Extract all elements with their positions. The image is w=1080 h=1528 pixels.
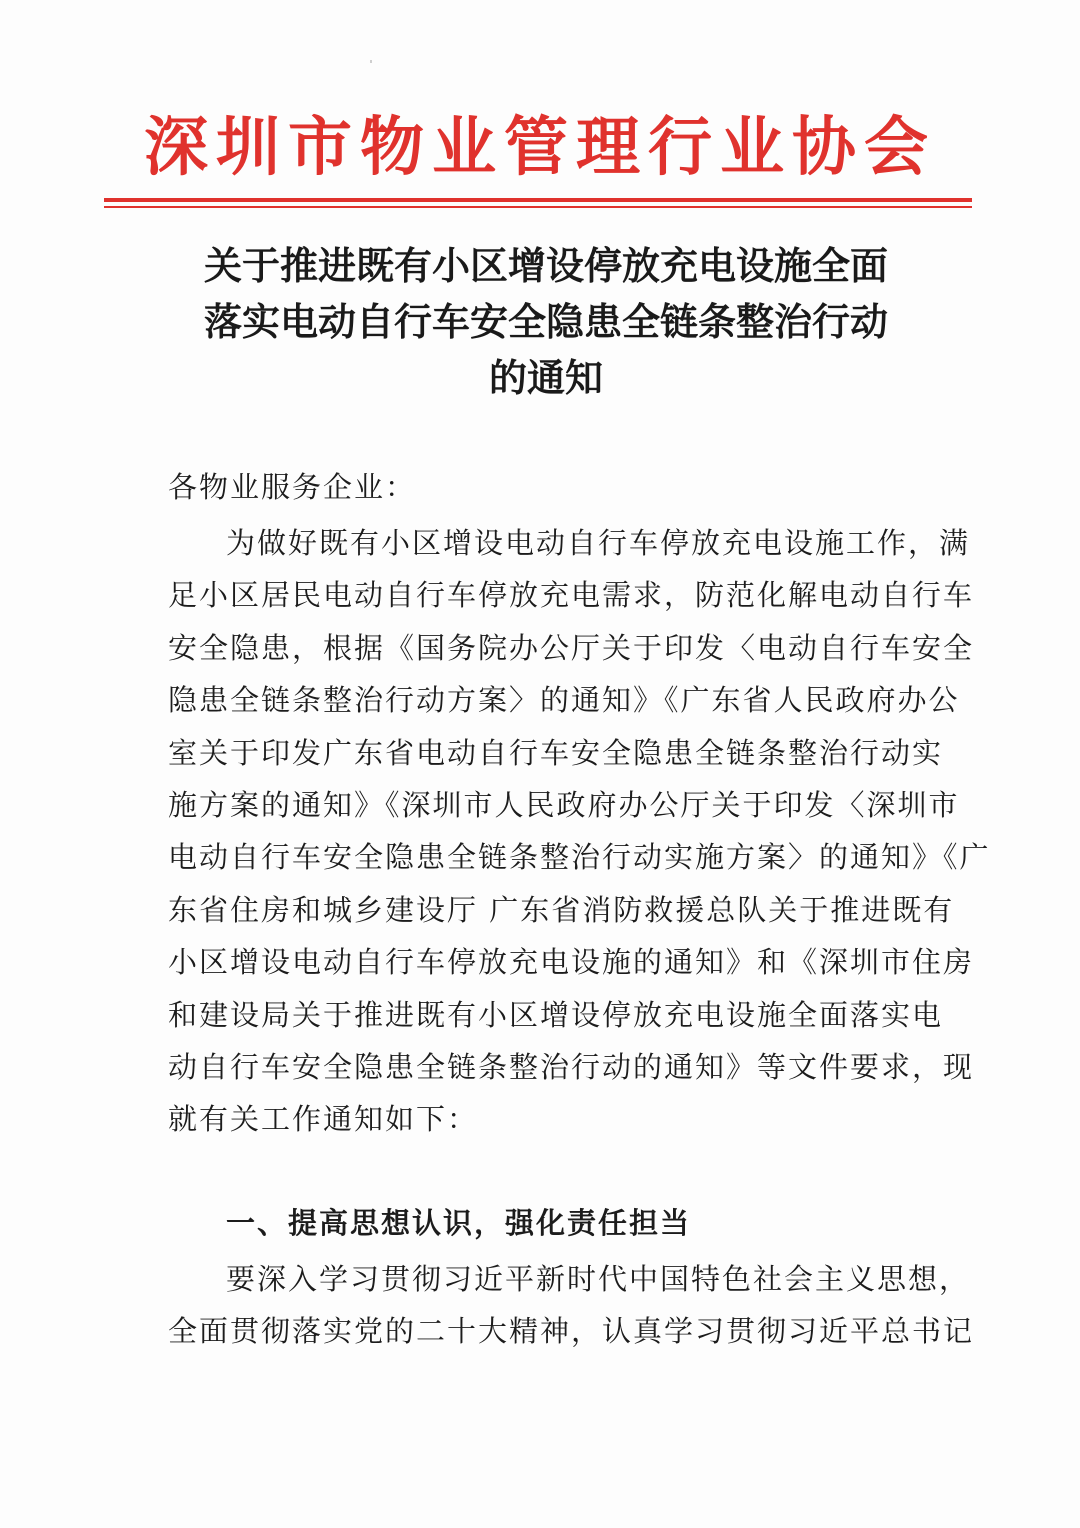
paragraph-line: 安全隐患，根据《国务院办公厅关于印发〈电动自行车安全: [168, 630, 975, 665]
title-line-1: 关于推进既有小区增设停放充电设施全面: [203, 244, 888, 288]
section-1-paragraph: [168, 1253, 975, 1358]
section-1-heading: 一、提高思想认识，强化责任担当: [226, 1206, 692, 1240]
paragraph-line: 电动自行车安全隐患全链条整治行动实施方案〉的通知》《广: [168, 840, 991, 875]
paragraph-line: 和建设局关于推进既有小区增设停放充电设施全面落实电: [168, 997, 944, 1032]
paragraph-line: 小区增设电动自行车停放充电设施的通知》和《深圳市住房: [168, 945, 975, 980]
title-line-3: 的通知: [488, 356, 603, 400]
letterhead-org-name: 深圳市物业管理行业协会: [144, 110, 936, 185]
paragraph-line: 动自行车安全隐患全链条整治行动的通知》等文件要求，现: [168, 1049, 975, 1084]
salutation: 各物业服务企业：: [168, 470, 417, 504]
paragraph-line: 要深入学习贯彻习近平新时代中国特色社会主义思想，: [226, 1262, 971, 1296]
paragraph-line: 全面贯彻落实党的二十大精神，认真学习贯彻习近平总书记: [168, 1314, 975, 1349]
paragraph-line: 施方案的通知》《深圳市人民政府办公厅关于印发〈深圳市: [168, 787, 960, 822]
paragraph-line: 为做好既有小区增设电动自行车停放充电设施工作，满: [226, 526, 971, 560]
paragraph-line: 就有关工作通知如下：: [168, 1102, 479, 1137]
letterhead-red-rule-thick: [104, 198, 972, 202]
scan-mark: [370, 60, 372, 63]
document-title: [120, 238, 972, 406]
paragraph-line: 室关于印发广东省电动自行车安全隐患全链条整治行动实: [168, 735, 944, 770]
paragraph-line: 足小区居民电动自行车停放充电需求，防范化解电动自行车: [168, 578, 975, 613]
title-line-2: 落实电动自行车安全隐患全链条整治行动: [203, 300, 888, 344]
paragraph-1: [168, 517, 991, 1146]
letterhead-red-rule-thin: [104, 206, 972, 208]
paragraph-line: 东省住房和城乡建设厅 广东省消防救援总队关于推进既有: [168, 892, 955, 927]
paragraph-line: 隐患全链条整治行动方案〉的通知》《广东省人民政府办公: [168, 683, 960, 718]
